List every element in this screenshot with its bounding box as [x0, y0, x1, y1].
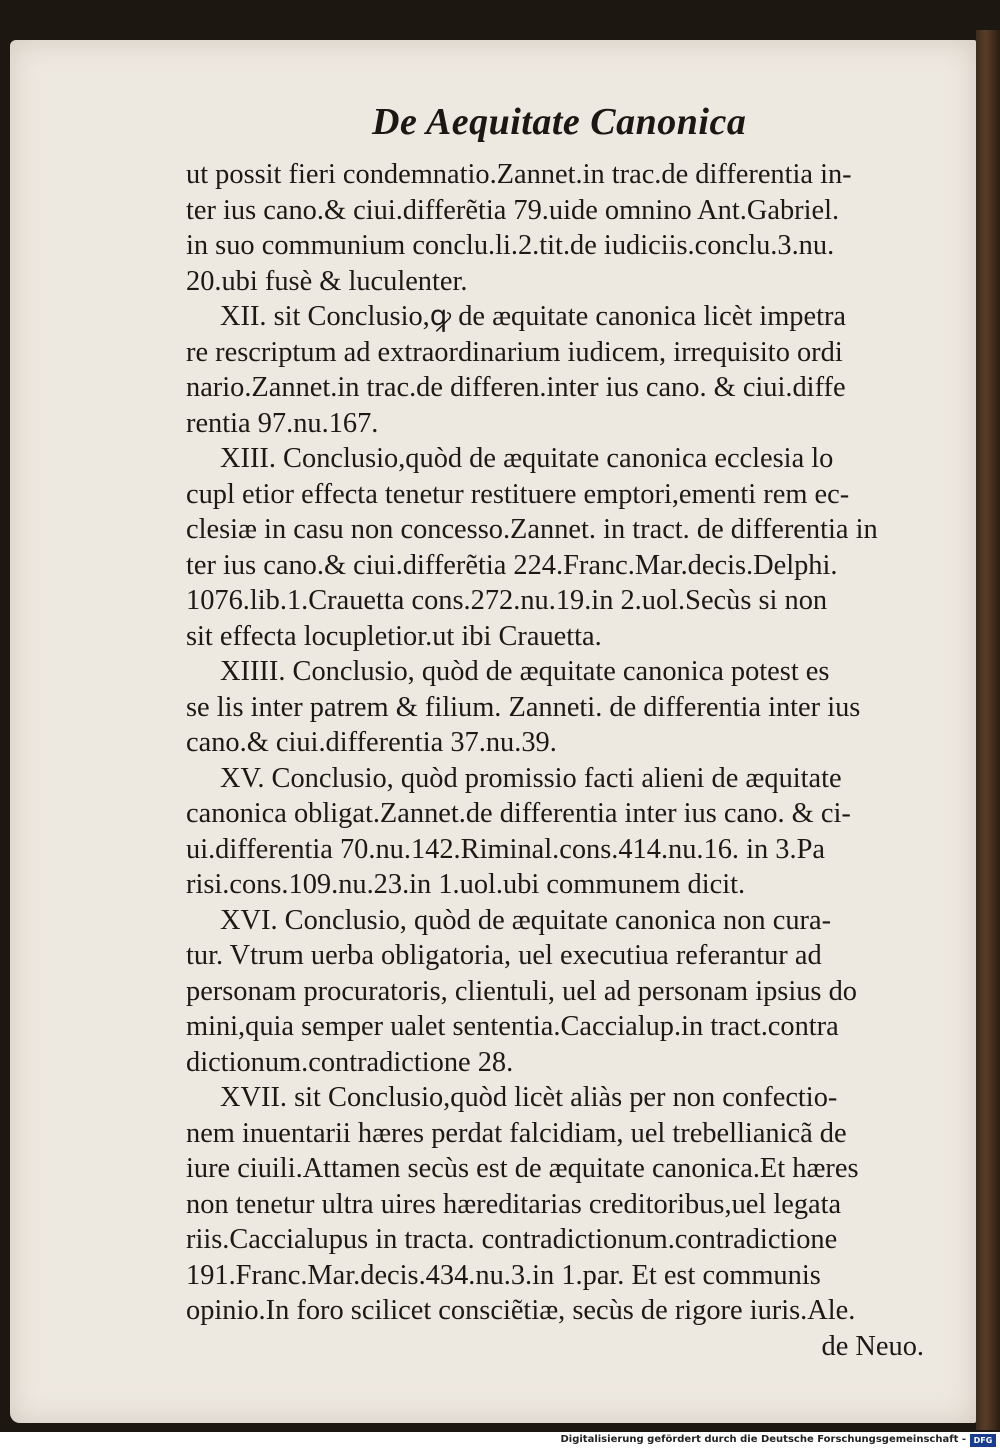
text-line: mini,quia semper ualet sententia.Caccialup.in tract.contra [186, 1011, 839, 1042]
text-line: risi.cons.109.nu.23.in 1.uol.ubi communem dicit. [186, 869, 746, 900]
text-line: cupl etior effecta tenetur restituere emptori,ementi rem ec- [186, 478, 850, 510]
conclusion-xiii-line: XIII. Conclusio,quòd de æquitate canonica ecclesia lo [220, 443, 834, 474]
text-line: iure ciuili.Attamen secùs est de æquitate canonica.Et hæres [186, 1153, 859, 1184]
body-text [186, 157, 942, 1364]
text-line: re rescriptum ad extraordinarium iudicem, irrequisito ordi [186, 336, 843, 368]
text-line: dictionum.contradictione 28. [186, 1046, 514, 1078]
text-line: ter ius cano.& ciui.differẽtia 79.uide omnino Ant.Gabriel. [186, 194, 840, 226]
text-line: cano.& ciui.differentia 37.nu.39. [186, 727, 557, 758]
text-line: se lis inter patrem & filium. Zanneti. de differentia inter ius [186, 691, 861, 723]
digitization-footer [0, 1432, 1000, 1450]
text-line: ui.differentia 70.nu.142.Riminal.cons.414.nu.16. in 3.Pa [186, 833, 825, 865]
text-line: non tenetur ultra uires hæreditarias creditoribus,uel legata [186, 1188, 842, 1220]
text-line: ut possit fieri condemnatio.Zannet.in trac.de differentia in- [186, 159, 852, 190]
text-line: rentia 97.nu.167. [186, 407, 379, 439]
conclusion-xvi-line: XVI. Conclusio, quòd de æquitate canonica non cura- [220, 904, 832, 936]
text-line: riis.Caccialupus in tracta. contradictionum.contradictione [186, 1224, 838, 1255]
conclusion-xii-line: XII. sit Conclusio,ꝙ de æquitate canonica licèt impetra [220, 301, 847, 332]
text-line: nem inuentarii hæres perdat falcidiam, uel trebellianicã de [186, 1117, 847, 1149]
text-line: personam procuratoris, clientuli, uel ad personam ipsius do [186, 975, 857, 1007]
text-line: opinio.In foro scilicet consciẽtiæ, secùs de rigore iuris.Ale. [186, 1295, 856, 1326]
text-line: ter ius cano.& ciui.differẽtia 224.Franc.Mar.decis.Delphi. [186, 549, 838, 581]
text-line: 1076.lib.1.Crauetta cons.272.nu.19.in 2.uol.Secùs si non [186, 585, 828, 616]
text-line: tur. Vtrum uerba obligatoria, uel executiua referantur ad [186, 940, 822, 971]
text-line: sit effecta locupletior.ut ibi Crauetta. [186, 620, 602, 652]
book-spine [976, 30, 1000, 1430]
running-head: De Aequitate Canonica [372, 101, 747, 143]
text-line: 20.ubi fusè & luculenter. [186, 265, 468, 297]
catchword: de Neuo. [821, 1330, 924, 1362]
text-line: 191.Franc.Mar.decis.434.nu.3.in 1.par. Et est communis [186, 1259, 821, 1291]
conclusion-xiiii-line: XIIII. Conclusio, quòd de æquitate canonica potest es [220, 656, 830, 687]
text-line: canonica obligat.Zannet.de differentia inter ius cano. & ci- [186, 798, 851, 829]
text-line: in suo communium conclu.li.2.tit.de iudiciis.conclu.3.nu. [186, 230, 835, 261]
funding-credit: Digitalisierung gefördert durch die Deutsche Forschungsgemeinschaft - [560, 1434, 966, 1445]
text-line: clesiæ in casu non concesso.Zannet. in tract. de differentia in [186, 514, 878, 545]
conclusion-xvii-line: XVII. sit Conclusio,quòd licèt aliàs per non confectio- [220, 1082, 838, 1113]
dfg-logo: DFG [970, 1434, 996, 1447]
conclusion-xv-line: XV. Conclusio, quòd promissio facti alieni de æquitate [220, 762, 842, 794]
text-line: nario.Zannet.in trac.de differen.inter ius cano. & ciui.diffe [186, 372, 846, 403]
